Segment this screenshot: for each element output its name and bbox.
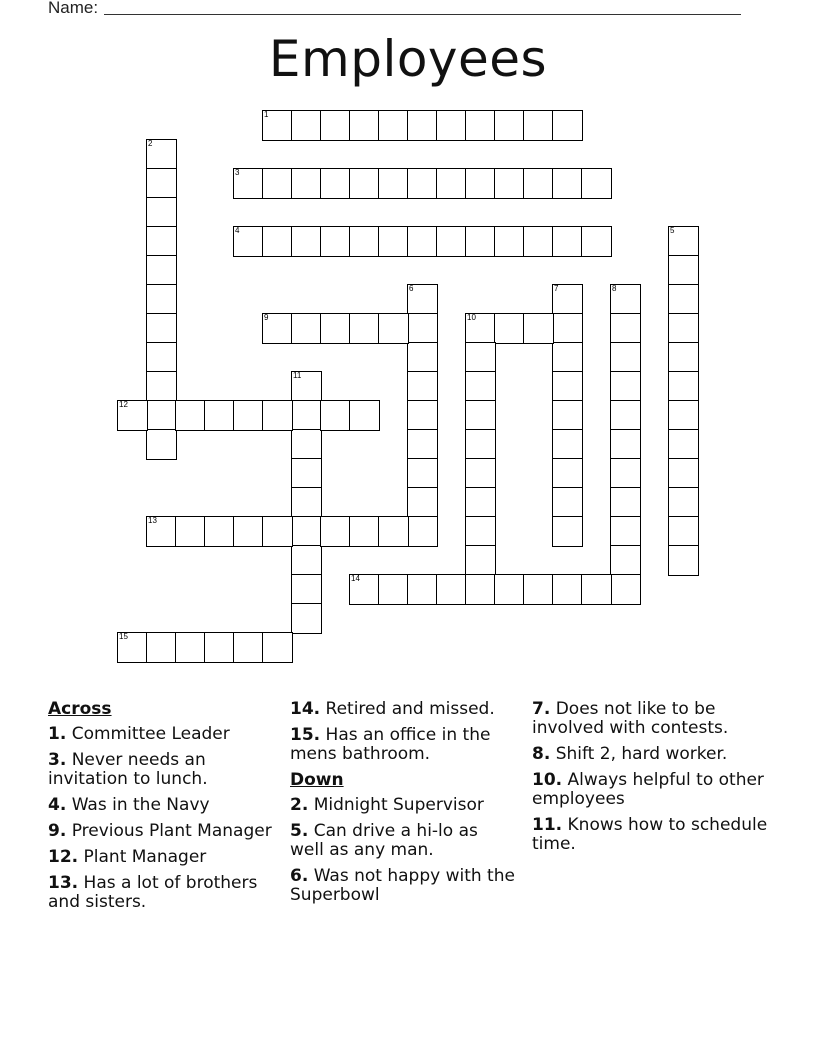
grid-cell[interactable]	[378, 168, 409, 199]
grid-cell[interactable]	[262, 313, 293, 344]
grid-cell[interactable]	[320, 110, 351, 141]
cell-number: 12	[119, 400, 128, 409]
grid-cell[interactable]	[262, 400, 293, 431]
grid-cell[interactable]	[378, 226, 409, 257]
cell-number: 14	[351, 574, 360, 583]
down-heading: Down	[290, 770, 344, 790]
grid-cell[interactable]	[552, 342, 583, 373]
clue-text: Has an office in the mens bathroom.	[290, 725, 491, 764]
grid-cell[interactable]	[610, 400, 641, 431]
grid-cell[interactable]	[465, 226, 496, 257]
clue-text: Always helpful to other employees	[532, 770, 764, 809]
grid-cell[interactable]	[552, 487, 583, 518]
grid-cell[interactable]	[407, 226, 438, 257]
grid-cell[interactable]	[668, 516, 699, 547]
grid-cell[interactable]	[291, 226, 322, 257]
clue-text: Was in the Navy	[71, 795, 210, 815]
grid-cell[interactable]	[465, 110, 496, 141]
clue-number: 11.	[532, 815, 563, 835]
grid-cell[interactable]	[291, 516, 322, 547]
grid-cell[interactable]	[581, 226, 612, 257]
cell-number: 1	[264, 110, 269, 119]
grid-cell[interactable]	[233, 226, 264, 257]
grid-cell[interactable]	[552, 516, 583, 547]
grid-cell[interactable]	[610, 284, 641, 315]
cell-number: 11	[293, 371, 302, 380]
cell-number: 8	[612, 284, 617, 293]
clue-text: Midnight Supervisor	[313, 795, 484, 815]
grid-cell[interactable]	[204, 632, 235, 663]
grid-cell[interactable]	[407, 313, 438, 344]
cell-number: 9	[264, 313, 269, 322]
grid-cell[interactable]	[436, 110, 467, 141]
grid-cell[interactable]	[668, 255, 699, 286]
puzzle-title: Employees	[268, 30, 548, 88]
grid-cell[interactable]	[552, 429, 583, 460]
cell-number: 6	[409, 284, 414, 293]
grid-cell[interactable]	[349, 226, 380, 257]
clue-across-9	[48, 822, 283, 841]
grid-cell[interactable]	[494, 313, 525, 344]
grid-cell[interactable]	[291, 371, 322, 402]
grid-cell[interactable]	[465, 429, 496, 460]
grid-cell[interactable]	[204, 516, 235, 547]
grid-cell[interactable]	[262, 632, 293, 663]
cell-number: 10	[467, 313, 476, 322]
grid-cell[interactable]	[146, 516, 177, 547]
grid-cell[interactable]	[668, 429, 699, 460]
grid-cell[interactable]	[552, 168, 583, 199]
grid-cell[interactable]	[610, 545, 641, 576]
clue-across-3	[48, 751, 283, 789]
grid-cell[interactable]	[465, 371, 496, 402]
grid-cell[interactable]	[349, 168, 380, 199]
clue-number: 3.	[48, 750, 67, 770]
grid-cell[interactable]	[407, 429, 438, 460]
clue-column-1	[48, 700, 283, 919]
cell-number: 5	[670, 226, 675, 235]
grid-cell[interactable]	[117, 400, 148, 431]
clue-number: 2.	[290, 795, 309, 815]
clue-across-4	[48, 796, 283, 815]
clue-number: 7.	[532, 699, 551, 719]
clue-number: 12.	[48, 847, 79, 867]
grid-cell[interactable]	[552, 371, 583, 402]
cell-number: 7	[554, 284, 559, 293]
clue-down-2	[290, 796, 515, 815]
grid-cell[interactable]	[610, 574, 641, 605]
grid-cell[interactable]	[146, 400, 177, 431]
grid-cell[interactable]	[436, 168, 467, 199]
clue-down-10	[532, 771, 782, 809]
cell-number: 2	[148, 139, 153, 148]
grid-cell[interactable]	[436, 226, 467, 257]
grid-cell[interactable]	[407, 574, 438, 605]
grid-cell[interactable]	[610, 487, 641, 518]
grid-cell[interactable]	[465, 168, 496, 199]
grid-cell[interactable]	[378, 110, 409, 141]
clue-text: Plant Manager	[83, 847, 207, 867]
grid-cell[interactable]	[465, 458, 496, 489]
grid-cell[interactable]	[262, 168, 293, 199]
grid-cell[interactable]	[378, 313, 409, 344]
clue-down-5	[290, 822, 515, 860]
grid-cell[interactable]	[407, 110, 438, 141]
cell-number: 15	[119, 632, 128, 641]
grid-cell[interactable]	[581, 168, 612, 199]
grid-cell[interactable]	[494, 168, 525, 199]
grid-cell[interactable]	[146, 197, 177, 228]
clue-across-14	[290, 700, 515, 719]
clue-number: 6.	[290, 866, 309, 886]
grid-cell[interactable]	[146, 342, 177, 373]
grid-cell[interactable]	[233, 168, 264, 199]
clue-number: 15.	[290, 725, 321, 745]
grid-cell[interactable]	[494, 574, 525, 605]
clue-text: Retired and missed.	[325, 699, 495, 719]
clue-across-12	[48, 848, 283, 867]
clue-text: Shift 2, hard worker.	[555, 744, 728, 764]
grid-cell[interactable]	[117, 632, 148, 663]
grid-cell[interactable]	[523, 168, 554, 199]
clue-text: Never needs an invitation to lunch.	[48, 750, 208, 789]
clue-across-13	[48, 874, 283, 912]
cell-number: 3	[235, 168, 240, 177]
grid-cell[interactable]	[291, 168, 322, 199]
cell-number: 4	[235, 226, 240, 235]
grid-cell[interactable]	[668, 400, 699, 431]
grid-cell[interactable]	[146, 284, 177, 315]
grid-cell[interactable]	[610, 313, 641, 344]
grid-cell[interactable]	[407, 458, 438, 489]
grid-cell[interactable]	[552, 400, 583, 431]
grid-cell[interactable]	[175, 516, 206, 547]
clue-number: 10.	[532, 770, 563, 790]
grid-cell[interactable]	[320, 168, 351, 199]
grid-cell[interactable]	[349, 574, 380, 605]
grid-cell[interactable]	[349, 400, 380, 431]
grid-cell[interactable]	[523, 313, 554, 344]
grid-cell[interactable]	[610, 371, 641, 402]
clue-number: 1.	[48, 724, 67, 744]
grid-cell[interactable]	[407, 516, 438, 547]
grid-cell[interactable]	[349, 110, 380, 141]
grid-cell[interactable]	[407, 371, 438, 402]
grid-cell[interactable]	[552, 574, 583, 605]
grid-cell[interactable]	[407, 168, 438, 199]
grid-cell[interactable]	[668, 545, 699, 576]
grid-cell[interactable]	[146, 371, 177, 402]
grid-cell[interactable]	[494, 110, 525, 141]
grid-cell[interactable]	[320, 400, 351, 431]
grid-cell[interactable]	[291, 110, 322, 141]
grid-cell[interactable]	[581, 574, 612, 605]
grid-cell[interactable]	[465, 516, 496, 547]
grid-cell[interactable]	[146, 429, 177, 460]
clue-across-1	[48, 725, 283, 744]
grid-cell[interactable]	[291, 545, 322, 576]
grid-cell[interactable]	[668, 371, 699, 402]
grid-cell[interactable]	[610, 342, 641, 373]
grid-cell[interactable]	[378, 574, 409, 605]
grid-cell[interactable]	[523, 226, 554, 257]
grid-cell[interactable]	[465, 342, 496, 373]
grid-cell[interactable]	[610, 516, 641, 547]
grid-cell[interactable]	[291, 429, 322, 460]
grid-cell[interactable]	[610, 429, 641, 460]
grid-cell[interactable]	[146, 168, 177, 199]
clue-number: 14.	[290, 699, 321, 719]
clue-text: Previous Plant Manager	[71, 821, 272, 841]
grid-cell[interactable]	[436, 574, 467, 605]
grid-cell[interactable]	[523, 110, 554, 141]
grid-cell[interactable]	[552, 458, 583, 489]
grid-cell[interactable]	[465, 545, 496, 576]
grid-cell[interactable]	[465, 487, 496, 518]
grid-cell[interactable]	[291, 313, 322, 344]
grid-cell[interactable]	[175, 632, 206, 663]
grid-cell[interactable]	[407, 342, 438, 373]
cell-number: 13	[148, 516, 157, 525]
clue-number: 13.	[48, 873, 79, 893]
clue-column-2	[290, 700, 515, 912]
clue-text: Does not like to be involved with contests.	[532, 699, 729, 738]
grid-cell[interactable]	[291, 487, 322, 518]
grid-cell[interactable]	[668, 487, 699, 518]
clue-text: Was not happy with the Superbowl	[290, 866, 515, 905]
clue-number: 8.	[532, 744, 551, 764]
grid-cell[interactable]	[233, 516, 264, 547]
grid-cell[interactable]	[407, 284, 438, 315]
grid-cell[interactable]	[668, 313, 699, 344]
grid-cell[interactable]	[146, 255, 177, 286]
grid-cell[interactable]	[233, 632, 264, 663]
clue-across-15	[290, 726, 515, 764]
grid-cell[interactable]	[291, 574, 322, 605]
grid-cell[interactable]	[146, 226, 177, 257]
grid-cell[interactable]	[407, 487, 438, 518]
clue-text: Knows how to schedule time.	[532, 815, 768, 854]
clue-down-7	[532, 700, 782, 738]
grid-cell[interactable]	[407, 400, 438, 431]
grid-cell[interactable]	[552, 226, 583, 257]
clue-text: Has a lot of brothers and sisters.	[48, 873, 258, 912]
clue-down-6	[290, 867, 515, 905]
grid-cell[interactable]	[465, 313, 496, 344]
grid-cell[interactable]	[668, 458, 699, 489]
grid-cell[interactable]	[262, 110, 293, 141]
grid-cell[interactable]	[320, 226, 351, 257]
grid-cell[interactable]	[291, 458, 322, 489]
grid-cell[interactable]	[233, 400, 264, 431]
grid-cell[interactable]	[552, 284, 583, 315]
grid-cell[interactable]	[349, 313, 380, 344]
clue-text: Committee Leader	[71, 724, 230, 744]
grid-cell[interactable]	[146, 632, 177, 663]
clue-number: 9.	[48, 821, 67, 841]
grid-cell[interactable]	[262, 516, 293, 547]
grid-cell[interactable]	[523, 574, 554, 605]
grid-cell[interactable]	[262, 226, 293, 257]
clue-number: 5.	[290, 821, 309, 841]
grid-cell[interactable]	[204, 400, 235, 431]
grid-cell[interactable]	[610, 458, 641, 489]
grid-cell[interactable]	[552, 313, 583, 344]
clue-column-3	[532, 700, 782, 861]
grid-cell[interactable]	[668, 342, 699, 373]
grid-cell[interactable]	[552, 110, 583, 141]
clue-down-8	[532, 745, 782, 764]
grid-cell[interactable]	[349, 516, 380, 547]
grid-cell[interactable]	[668, 284, 699, 315]
grid-cell[interactable]	[320, 516, 351, 547]
clue-text: Can drive a hi-lo as well as any man.	[290, 821, 478, 860]
grid-cell[interactable]	[291, 603, 322, 634]
grid-cell[interactable]	[465, 400, 496, 431]
grid-cell[interactable]	[146, 313, 177, 344]
grid-cell[interactable]	[291, 400, 322, 431]
grid-cell[interactable]	[146, 139, 177, 170]
grid-cell[interactable]	[465, 574, 496, 605]
clue-down-11	[532, 816, 782, 854]
grid-cell[interactable]	[175, 400, 206, 431]
grid-cell[interactable]	[378, 516, 409, 547]
grid-cell[interactable]	[668, 226, 699, 257]
across-heading: Across	[48, 699, 112, 719]
clue-number: 4.	[48, 795, 67, 815]
name-label: Name:	[48, 0, 99, 17]
grid-cell[interactable]	[320, 313, 351, 344]
grid-cell[interactable]	[494, 226, 525, 257]
